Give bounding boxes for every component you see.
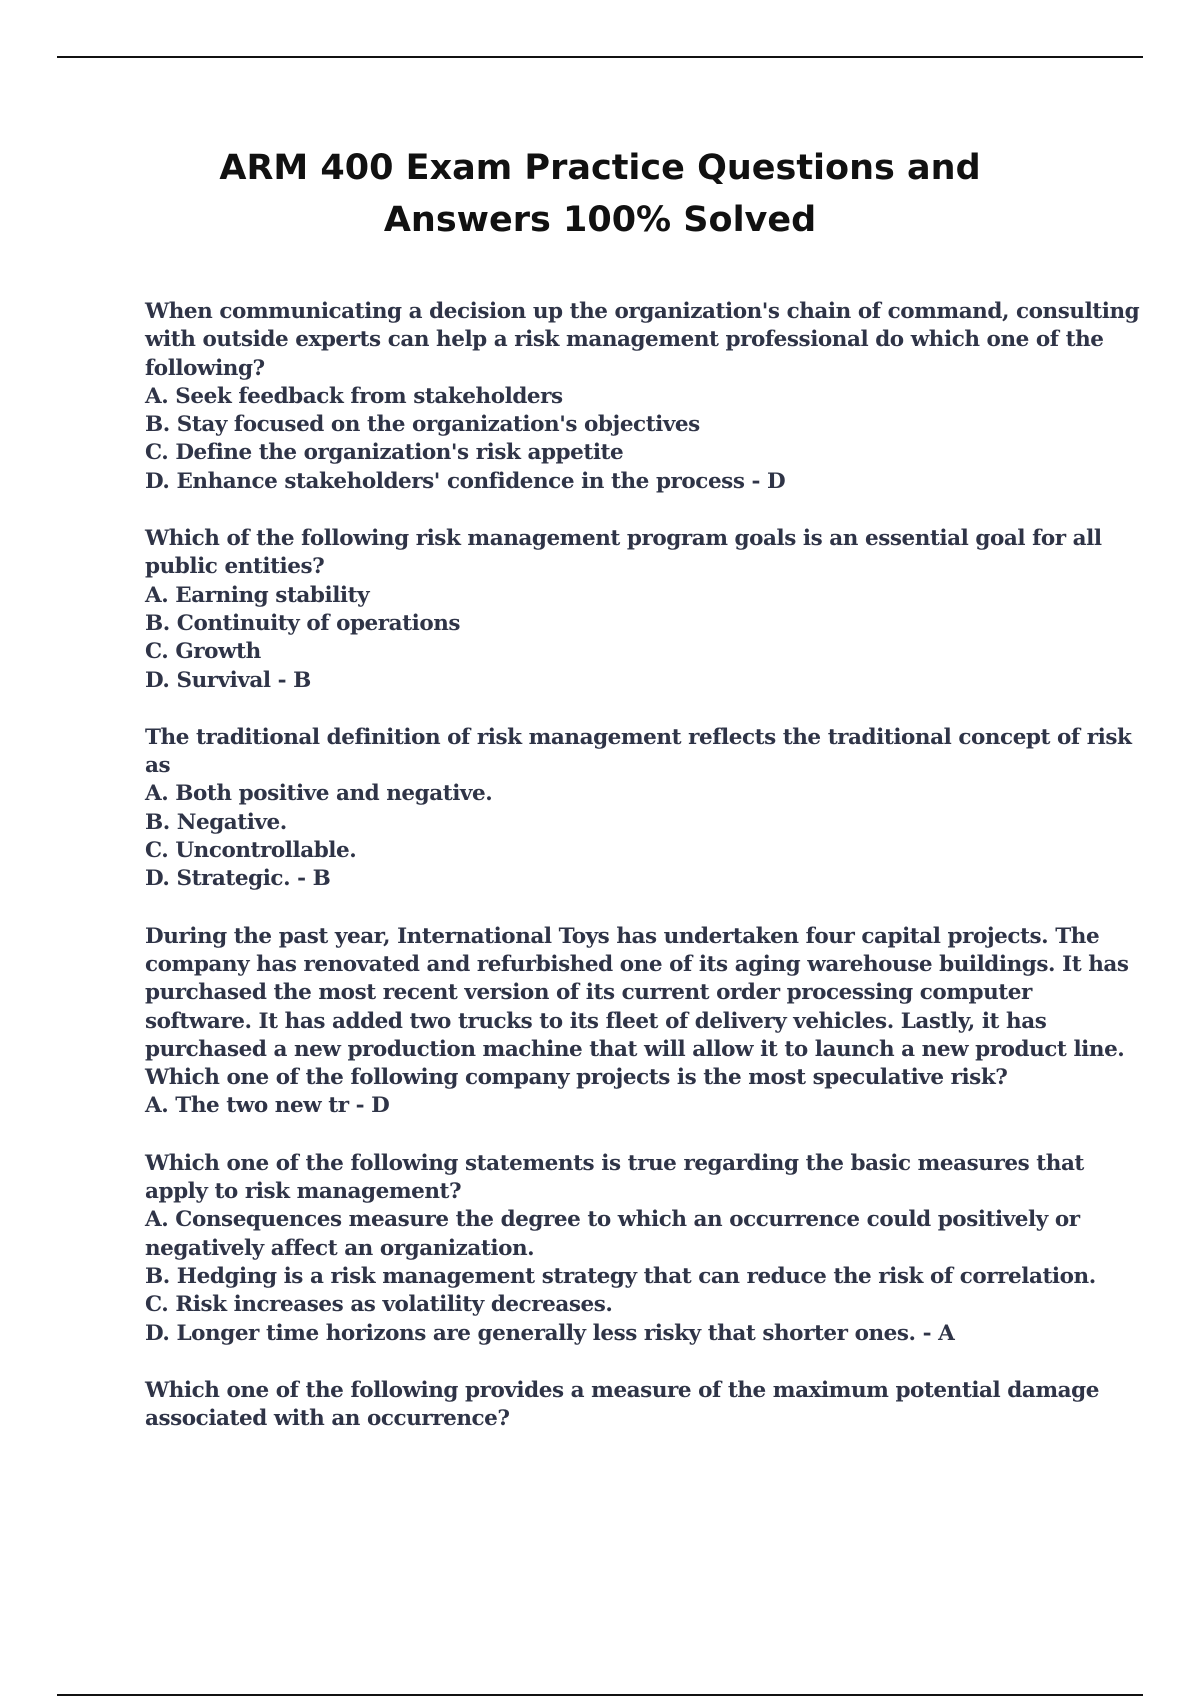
question-text-line: B. Hedging is a risk management strategy that can reduce the risk of correlation. [145,1263,1096,1289]
question-text-line: as [145,753,171,779]
question-block [145,923,1129,1121]
question-list [145,298,1140,1462]
question-text-line: A. Both positive and negative. [145,781,493,807]
question-text-line: D. Strategic. - B [145,866,331,892]
question-text-line: D. Survival - B [145,667,311,693]
question-text-line: C. Define the organization's risk appetite [145,440,624,466]
question-text-line: A. Consequences measure the degree to which an occurrence could positively or [145,1207,1080,1233]
question-text-line: B. Negative. [145,809,287,835]
question-text-line: purchased the most recent version of its current order processing computer [145,980,1032,1006]
question-text-line: negatively affect an organization. [145,1235,535,1261]
question-text-line: C. Risk increases as volatility decreases. [145,1292,613,1318]
question-text-line: A. The two new tr - D [145,1093,390,1119]
question-text-line: When communicating a decision up the organization's chain of command, consulting [145,299,1140,324]
question-text-line: purchased a new production machine that will allow it to launch a new product line. [145,1036,1125,1062]
header-rule [57,56,1143,58]
question-text-line: D. Enhance stakeholders' confidence in the process - D [145,468,786,494]
question-block [145,298,1140,496]
question-text-line: Which one of the following provides a measure of the maximum potential damage [145,1377,1099,1403]
question-block [145,724,1132,894]
question-text-line: Which one of the following company projects is the most speculative risk? [145,1065,1008,1091]
title-line: Answers 100% Solved [383,200,817,240]
question-text-line: software. It has added two trucks to its fleet of delivery vehicles. Lastly, it has [145,1008,1047,1034]
question-text-line: D. Longer time horizons are generally less risky that shorter ones. - A [145,1320,955,1346]
footer-rule [57,1694,1143,1696]
question-text-line: Which one of the following statements is true regarding the basic measures that [145,1150,1084,1176]
question-text-line: The traditional definition of risk management reflects the traditional concept of risk [145,724,1132,750]
question-text-line: company has renovated and refurbished one of its aging warehouse buildings. It has [145,951,1129,977]
question-text-line: associated with an occurrence? [145,1406,510,1432]
question-block [145,1150,1105,1348]
question-text-line: C. Growth [145,639,261,665]
question-text-line: During the past year, International Toys has undertaken four capital projects. The [145,923,1100,949]
question-text-line: with outside experts can help a risk management professional do which one of the [145,327,1104,353]
question-text-line: following? [145,355,265,381]
question-text-line: apply to risk management? [145,1179,462,1205]
question-text-line: Which of the following risk management program goals is an essential goal for all [145,526,1102,552]
question-text-line: A. Earning stability [145,582,370,608]
question-text-line: B. Continuity of operations [145,610,461,636]
question-text-line: A. Seek feedback from stakeholders [145,383,563,409]
title-line: ARM 400 Exam Practice Questions and [219,148,981,188]
document-title [0,142,1200,246]
question-block [145,1377,1105,1434]
question-block [145,525,1105,695]
question-text-line: C. Uncontrollable. [145,838,357,864]
question-text-line: public entities? [145,554,325,580]
question-text-line: B. Stay focused on the organization's objectives [145,412,700,438]
